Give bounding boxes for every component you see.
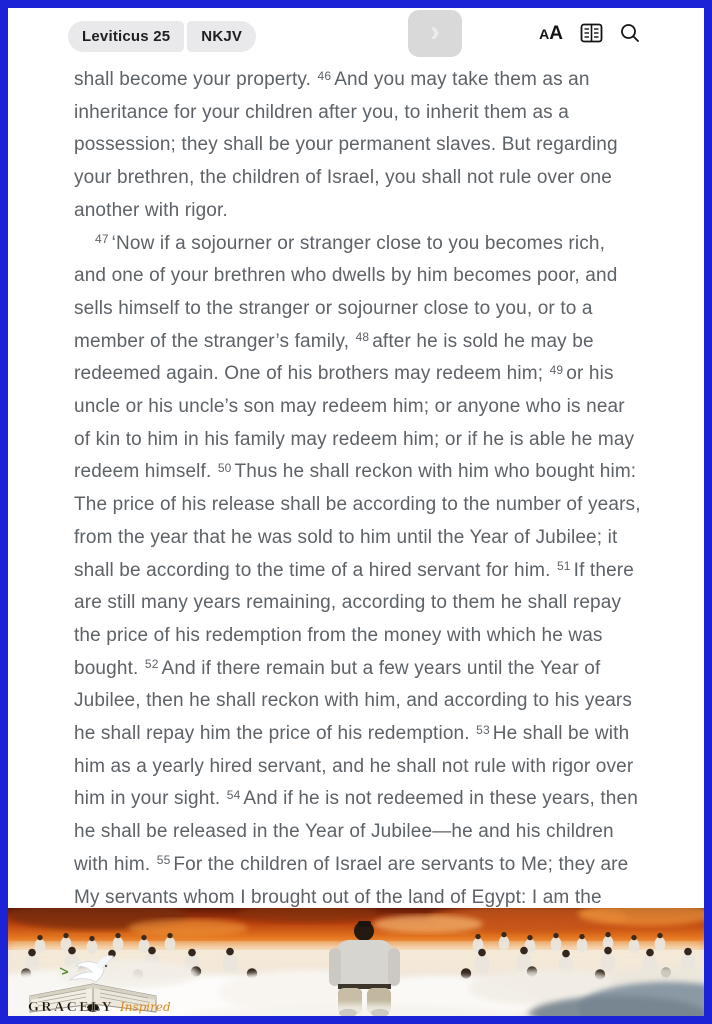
verse-paragraph: $^{47}$ ‘Now if a sojourner or stranger close to you becomes rich, and one of your brethren who dwells by him becomes poor, and sells himself to the stranger or sojourner close to you, or to a member of the stranger’s family, $^{48}$ after he is sold he may be redeemed again. One of his brothers may redeem him; $^{49}$ or his uncle or his uncle’s son may redeem him; or anyone who is near of kin to him in his family may redeem him; or if he is able he may redeem himself. $^{50}$ Thus he shall reckon with him who bought him: The price of his release shall be according to the number of years, from the year that he was sold to him until the Year of Jubilee; it shall be according to the time of a hired servant for him. $^{51}$ If there are still many years remaining, according to them he shall repay the price of his redemption from the money with which he was bought. $^{52}$ And if there remain but a few years until the Year of Jubilee, then he shall reckon with him, and according to his years he shall repay him the price of his redemption. $^{53}$ He shall be with him as a yearly hired servant, and he shall not rule with rigor over him in your sight. $^{54}$ And if he is not redeemed in these years, then he shall be released in the Year of Jubilee—he and his children with him. $^{55}$ For the children of Israel are servants to Me; they are My servants whom I brought out of the land of Egypt: I am the [74,228,642,947]
next-chapter-button[interactable] [408,10,462,57]
verse-number: 51 [556,559,571,574]
logo-text: GRACELY [28,1000,115,1015]
book-translation-selector [68,21,256,52]
search-icon[interactable] [620,23,640,43]
verse-number: 52 [144,657,159,672]
verse-number: 49 [549,362,564,377]
verse-number: 55 [156,853,171,868]
translation-button[interactable]: NKJV [187,21,256,52]
verse-number: 54 [226,788,241,803]
chevron-right-icon: › [430,14,440,48]
verse-number: 47 [95,232,109,247]
verse-number: 46 [317,68,332,83]
verse-text[interactable] [8,60,704,947]
banner-image [8,908,704,1016]
logo-script-text: Inspired [120,1000,171,1014]
font-size-button[interactable]: AA [539,22,563,44]
book-chapter-button[interactable]: Leviticus 25 [68,21,184,52]
toolbar-icons [539,23,640,43]
reader-book-icon[interactable] [580,23,603,43]
verse-number: 50 [217,461,232,476]
app-window [8,8,704,1016]
verse-number: 53 [476,722,490,737]
verse-number: 48 [355,330,370,345]
verse-paragraph: shall become your property. $^{46}$ And you may take them as an inheritance for your children after you, to inherit them as a possession; they shall be your permanent slaves. But regarding your brethren, the children of Israel, you shall not rule over one another with rigor. [74,68,618,221]
reader-toolbar [8,8,704,60]
